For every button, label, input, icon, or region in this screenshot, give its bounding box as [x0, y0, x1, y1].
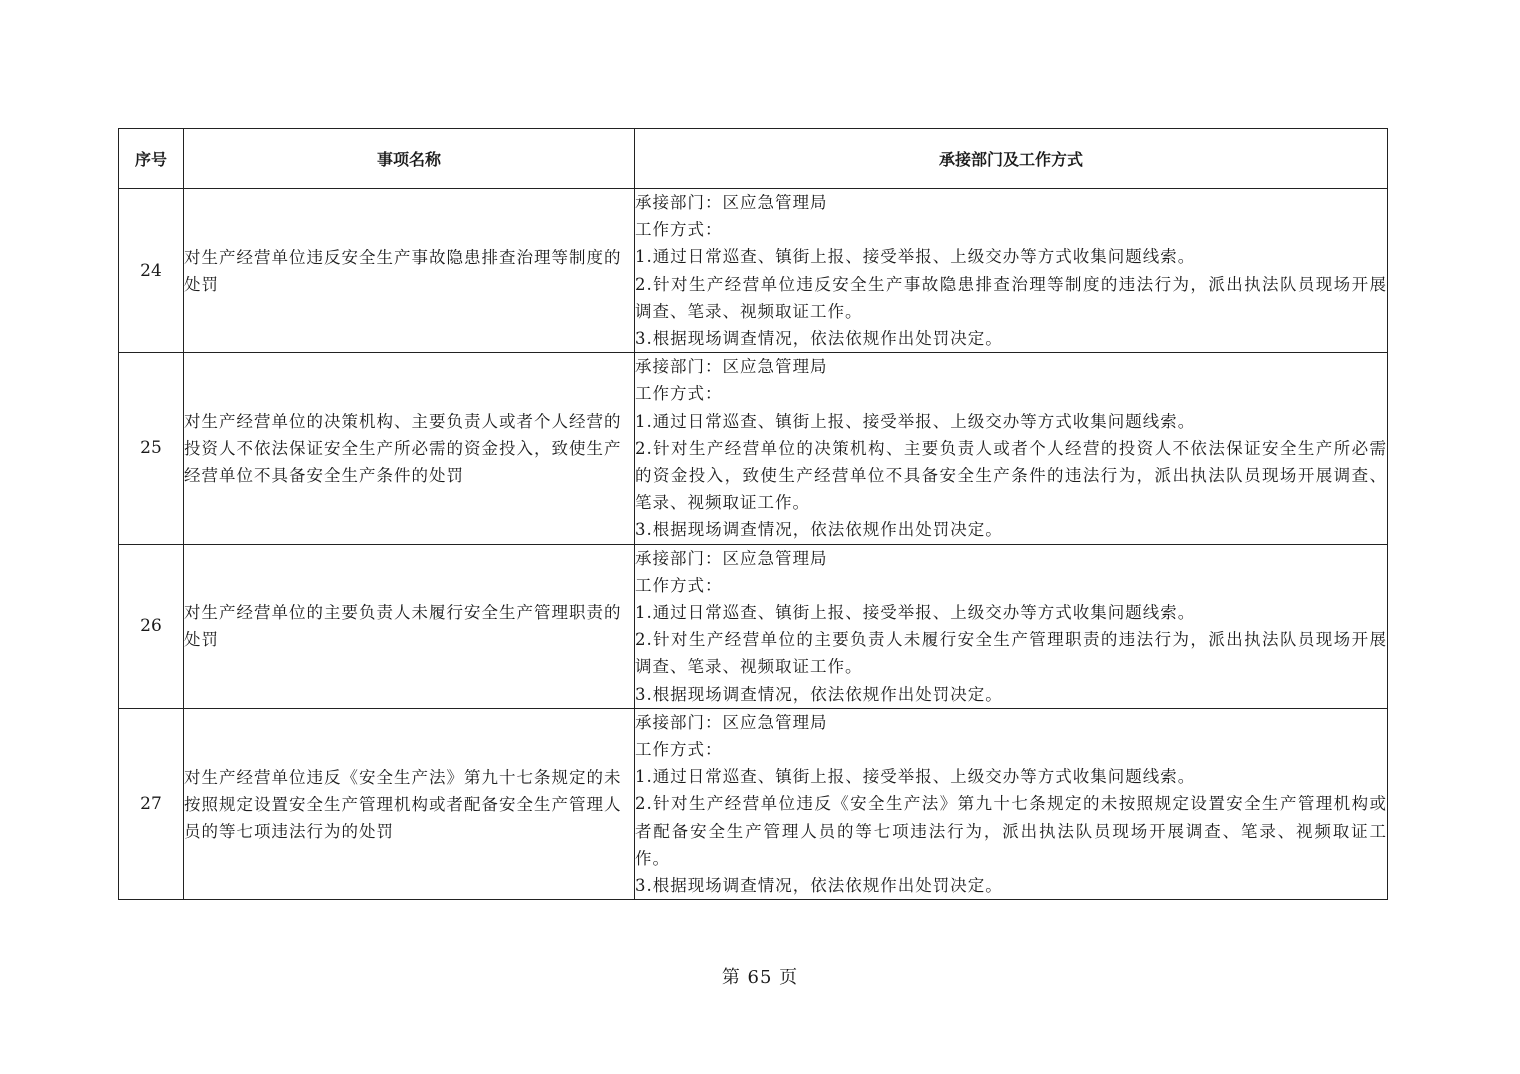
row-index: 27 — [119, 708, 184, 899]
step-2: 2.针对生产经营单位违反安全生产事故隐患排查治理等制度的违法行为，派出执法队员现场开展调查、笔录、视频取证工作。 — [635, 274, 1387, 321]
step-1: 1.通过日常巡查、镇街上报、接受举报、上级交办等方式收集问题线索。 — [635, 603, 1196, 623]
header-index: 序号 — [119, 129, 184, 189]
step-3: 3.根据现场调查情况，依法依规作出处罚决定。 — [635, 329, 1003, 349]
row-method-cell — [635, 544, 1388, 708]
step-3: 3.根据现场调查情况，依法依规作出处罚决定。 — [635, 520, 1003, 540]
table-row — [119, 353, 1388, 544]
row-method-cell — [635, 353, 1388, 544]
row-item-name: 对生产经营单位违反《安全生产法》第九十七条规定的未按照规定设置安全生产管理机构或者配备安全生产管理人员的等七项违法行为的处罚 — [184, 708, 635, 899]
department-line: 承接部门：区应急管理局 — [635, 193, 828, 212]
page-number: 第 65 页 — [721, 967, 799, 988]
table-header-row — [119, 129, 1388, 189]
step-1: 1.通过日常巡查、镇街上报、接受举报、上级交办等方式收集问题线索。 — [635, 767, 1196, 787]
header-item-name: 事项名称 — [184, 129, 635, 189]
method-label: 工作方式： — [635, 384, 723, 404]
row-item-name: 对生产经营单位的主要负责人未履行安全生产管理职责的处罚 — [184, 544, 635, 708]
table-row — [119, 708, 1388, 899]
step-1: 1.通过日常巡查、镇街上报、接受举报、上级交办等方式收集问题线索。 — [635, 411, 1196, 431]
method-label: 工作方式： — [635, 220, 723, 240]
row-method-cell — [635, 708, 1388, 899]
step-3: 3.根据现场调查情况，依法依规作出处罚决定。 — [635, 876, 1003, 896]
row-index: 26 — [119, 544, 184, 708]
method-label: 工作方式： — [635, 740, 723, 760]
authority-table — [118, 128, 1388, 900]
row-index: 25 — [119, 353, 184, 544]
department-line: 承接部门：区应急管理局 — [635, 712, 828, 732]
step-2: 2.针对生产经营单位的决策机构、主要负责人或者个人经营的投资人不依法保证安全生产所必需的资金投入，致使生产经营单位不具备安全生产条件的违法行为，派出执法队员现场开展调查、笔录、视频取证工作。 — [635, 438, 1387, 513]
row-method-cell — [635, 189, 1388, 353]
department-line: 承接部门：区应急管理局 — [635, 548, 828, 568]
step-2: 2.针对生产经营单位的主要负责人未履行安全生产管理职责的违法行为，派出执法队员现场开展调查、笔录、视频取证工作。 — [635, 630, 1387, 677]
department-line: 承接部门：区应急管理局 — [635, 357, 828, 377]
header-department-method: 承接部门及工作方式 — [635, 129, 1388, 189]
table-row — [119, 189, 1388, 353]
method-label: 工作方式： — [635, 575, 723, 595]
step-1: 1.通过日常巡查、镇街上报、接受举报、上级交办等方式收集问题线索。 — [635, 247, 1196, 267]
row-item-name: 对生产经营单位违反安全生产事故隐患排查治理等制度的处罚 — [184, 189, 635, 353]
table-row — [119, 544, 1388, 708]
step-3: 3.根据现场调查情况，依法依规作出处罚决定。 — [635, 684, 1003, 704]
step-2: 2.针对生产经营单位违反《安全生产法》第九十七条规定的未按照规定设置安全生产管理机构或者配备安全生产管理人员的等七项违法行为，派出执法队员现场开展调查、笔录、视频取证工作。 — [635, 794, 1387, 868]
row-item-name: 对生产经营单位的决策机构、主要负责人或者个人经营的投资人不依法保证安全生产所必需的资金投入，致使生产经营单位不具备安全生产条件的处罚 — [184, 353, 635, 544]
row-index: 24 — [119, 189, 184, 353]
